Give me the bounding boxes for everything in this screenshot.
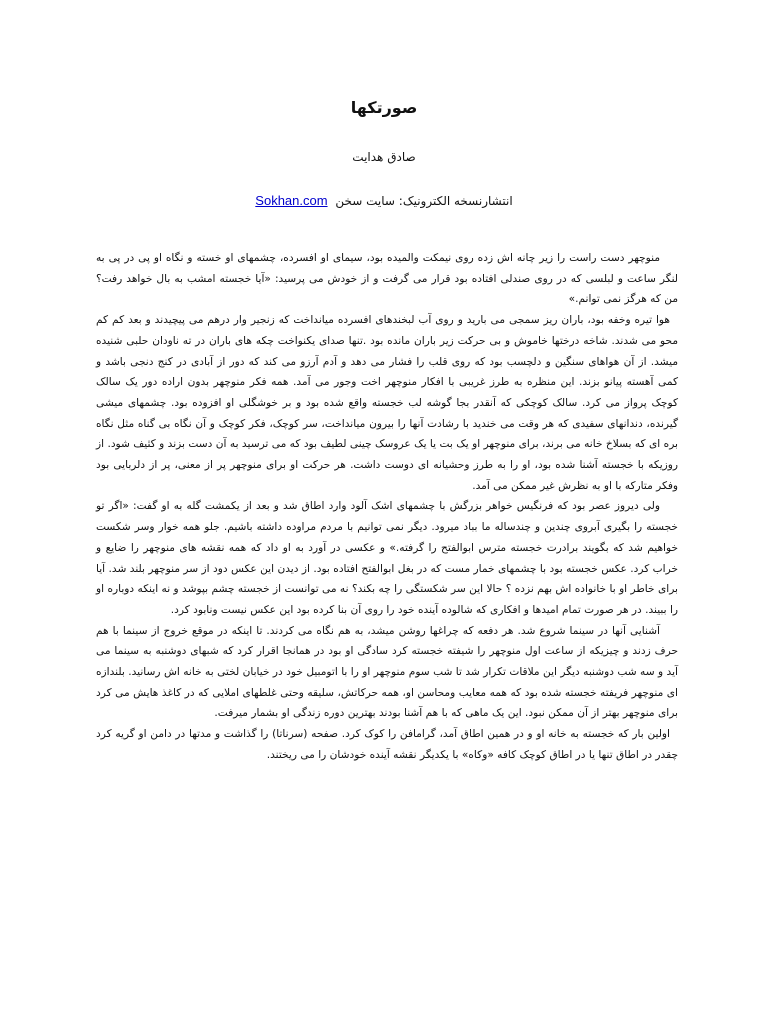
paragraph: هوا تیره وخفه بود، باران ریز سمجی می بارید و روی آب لبخندهای افسرده میانداخت که زنجیر وار درهم می پیچیدند و بعد کم کم محو می شدند. شاخه درختها خاموش و بی حرکت زیر باران مانده بود .تنها صدای یکنواخت چکه های باران در ته ناودان حلبی شنیده میشد. از آن هواهای سنگین و دلچسب بود که روی قلب را فشار می دهد و آدم آرزو می کند که دور از آبادی در کنج دنجی باشد و کمی آهسته پیانو بزند. این منظره به طرز غریبی با افکار منوچهر اخت وجور می آمد. همه فکر منوچهر بدون اراده دور یک سالک کوچک پرواز می کرد. سالک کوچکی که آنقدر بجا گوشه لب خجسته واقع شده بود و بر خوشگلی او افزوده بود. چشمهای میشی گیرنده، دندانهای سفیدی که هر وقت می خندید با رشادت آنها را بیرون میانداخت، سر کوچک، فکر کوچک و آن نگاه بی گناه مثل نگاه بره ای که بسلاخ خانه می برند، برای منوچهر او یک بت یا یک عروسک چینی لطیف بود که می ترسید به آن دست بزند و کثیف شود. از روزیکه با خجسته آشنا شده بود، او را به طرز وحشیانه ای دوست داشت. هر حرکت او برای منوچهر پر از معنی، پر از دلربایی بود وفکر متارکه با او به نظرش غیر ممکن می آمد. <box>96 314 678 492</box>
story-body <box>96 248 678 766</box>
paragraph: منوچهر دست راست را زیر چانه اش زده روی نیمکت والمیده بود، سیمای او افسرده، چشمهای او خسته و نگاه او پی در پی به لنگر ساعت و لبلسی که در روی صندلی افتاده بود قرار می گرفت و از خودش می پرسید: «آیا خجسته امشب به بال خواهد رفت؟ من که هرگز نمی توانم.» <box>96 252 678 306</box>
paragraph: اولین بار که خجسته به خانه او و در همین اطاق آمد، گرامافن را کوک کرد. صفحه (سرناتا) را گذاشت و مدتها در دامن او گریه کرد چقدر در اطاق تنها یا در اطاق کوچک کافه «وکاه» با یکدیگر نقشه آینده خودشان را می ریختند. <box>96 728 678 761</box>
publisher-label: انتشارنسخه الکترونیک: سایت سخن <box>335 194 513 208</box>
publisher-line <box>0 192 768 210</box>
story-title: صورتکها <box>350 98 418 117</box>
sokhan-site-link[interactable]: Sokhan.com <box>255 193 328 208</box>
paragraph: ولی دیروز عصر بود که فرنگیس خواهر بزرگش با چشمهای اشک آلود وارد اطاق شد و بعد از یکمشت گله به او گفت: «اگر تو خجسته را بگیری آبروی چندین و چندساله ما بباد میرود. دیگر نمی توانیم با مردم مراوده داشته باشیم. جلو همه خوار وسر شکست خواهیم شد که بگویند برادرت خجسته مترس ابوالفتح را گرفته.» و عکسی در آورد به او داد که همه نقشه های منوچهر را ضایع و خراب کرد. عکس خجسته بود با چشمهای خمار مست که در بغل ابوالفتح افتاده بود. از دیدن این عکس دود از سر منوچهر بلند شد. آیا برای خاطر او با خانواده اش بهم نزده ؟ حالا این سر شکستگی را چه بکند؟ نه می توانست از خجسته چشم بپوشد و نه اینکه دوباره او را ببیند. در هر صورت تمام امیدها و افکاری که شالوده آینده خود را روی آن بنا کرده بود این عکس نیست ونابود کرد. <box>96 500 678 616</box>
author-name: صادق هدایت <box>352 150 416 164</box>
paragraph: آشنایی آنها در سینما شروع شد. هر دفعه که چراغها روشن میشد، به هم نگاه می کردند. تا اینکه در موقع خروج از سینما با هم حرف زدند و چیزیکه از ساعت اول منوچهر را شیفته خجسته کرد سادگی او بود در همانجا اقرار کرد که شبهای دوشنبه به سینما می آید و سه شب دوشنبه دیگر این ملاقات تکرار شد تا شب سوم منوچهر او را با اتومبیل خود در خیابان لختی به خانه اش رسانید. بلندازه ای منوچهر فریفته خجسته شده بود که همه معایب ومحاسن او، همه حرکاتش، سلیقه وحتی غلطهای املایی که در کاغذ هایش می کرد برای منوچهر بهتر از آن ممکن نبود. این یک ماهی که با هم آشنا بودند بهترین دوره زندگی او بشمار میرفت. <box>96 624 678 720</box>
